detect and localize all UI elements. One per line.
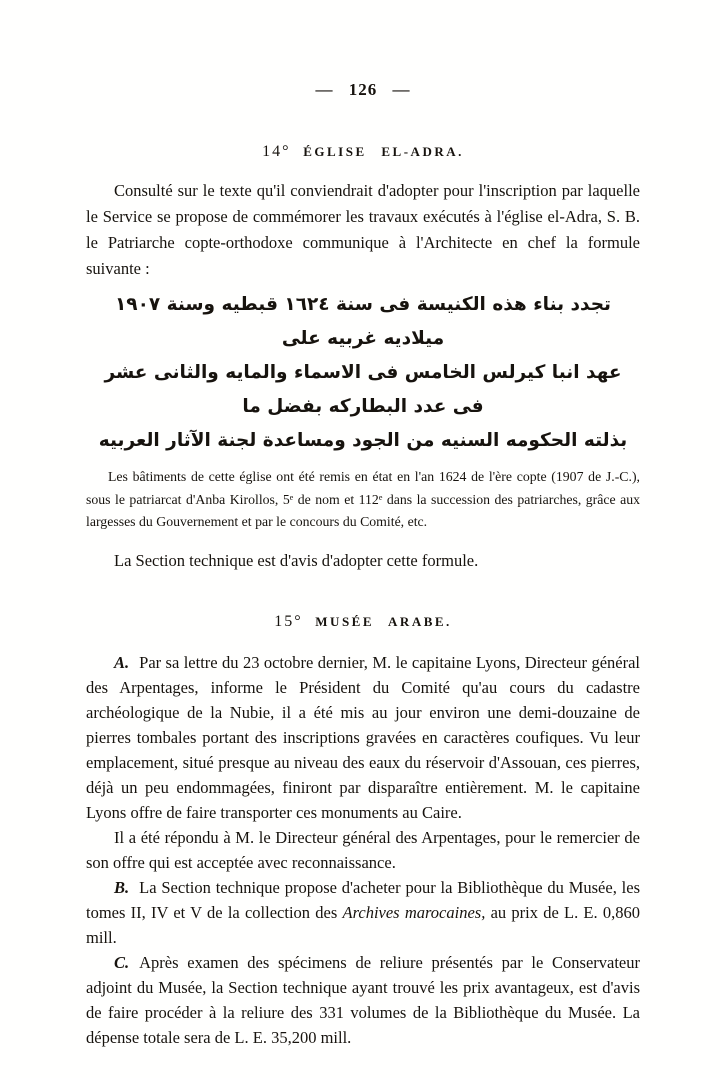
paragraph-a-lead: A. <box>114 652 130 672</box>
paragraph-a <box>86 650 640 825</box>
section-title-eglise-el-adra: ÉGLISE EL-ADRA. <box>303 144 464 159</box>
paragraph-b-lead: B. <box>114 877 130 897</box>
paragraph-a-text: Par sa lettre du 23 octobre dernier, M. le capitaine Lyons, Directeur général des Arpentages, informe le Président du Comité qu'au cours du cadastre archéologique de la Nubie, il a été mis au jour environ une demi-douzaine de pierres tombales portant des inscriptions gravées en caractères coufiques. Vu leur emplacement, situé presque au niveau des eaux du réservoir d'Assouan, ces pierres, déjà un peu endommagées, finiront par disparaître entièrement. M. le capitaine Lyons offre de faire transporter ces monuments au Caire. <box>86 652 640 822</box>
arabic-inscription-block <box>86 288 640 458</box>
arabic-inscription-line-1: تجدد بناء هذه الكنيسة فى سنة ١٦٢٤ قبطيه وسنة ١٩٠٧ ميلاديه غربيه على <box>114 294 612 349</box>
paragraph-b <box>86 875 640 950</box>
section-number-15: 15° <box>274 612 303 630</box>
paragraph-c-lead: C. <box>114 952 130 972</box>
section-number-14: 14° <box>262 143 291 160</box>
paragraph-c <box>86 950 640 1050</box>
section-heading-eglise-el-adra <box>86 140 640 162</box>
section-title-musee-arabe: MUSÉE ARABE. <box>315 613 452 629</box>
paragraph-a-reply: Il a été répondu à M. le Directeur général des Arpentages, pour le remercier de son offre qui est acceptée avec reconnaissance. <box>86 827 640 872</box>
translation-note: Les bâtiments de cette église ont été remis en état en l'an 1624 de l'ère copte (1907 de J.-C.), sous le patriarcat d'Anba Kirollos, 5ᵉ de nom et 112ᵉ dans la succession des patriarches, grâce aux largesses du Gouvernement et par le concours du Comité, etc. <box>86 469 640 529</box>
paragraph-intro-eglise: Consulté sur le texte qu'il conviendrait d'adopter pour l'inscription par laquelle le Service se propose de commémorer les travaux exécutés à l'église el-Adra, S. B. le Patriarche copte-orthodoxe communique à l'Architecte en chef la formule suivante : <box>86 181 640 278</box>
paragraph-b-italic-title: Archives marocaines, <box>342 902 486 922</box>
page-number: — 126 — <box>315 80 411 99</box>
arabic-inscription-line-2: عهد انبا كيرلس الخامس فى الاسماء والمايه والثانى عشر فى عدد البطاركه بفضل ما <box>104 362 622 417</box>
paragraph-b-text-before: La Section technique propose d'acheter pour la Bibliothèque du Musée, les tomes II, IV et V de la collection des <box>86 877 640 922</box>
section-heading-musee-arabe <box>86 610 640 632</box>
arabic-inscription-line-3: بذلته الحكومه السنيه من الجود ومساعدة لجنة الآثار العربيه <box>98 430 628 451</box>
paragraph-b-text-after: au prix de L. E. 0,860 mill. <box>86 902 640 947</box>
paragraph-c-text: Après examen des spécimens de reliure présentés par le Conservateur adjoint du Musée, la Section technique ayant trouvé les prix avantageux, est d'avis de faire procéder à la reliure des 331 volumes de la Bibliothèque du Musée. La dépense totale sera de L. E. 35,200 mill. <box>86 952 640 1047</box>
paragraph-conclusion-eglise: La Section technique est d'avis d'adopter cette formule. <box>114 550 479 570</box>
